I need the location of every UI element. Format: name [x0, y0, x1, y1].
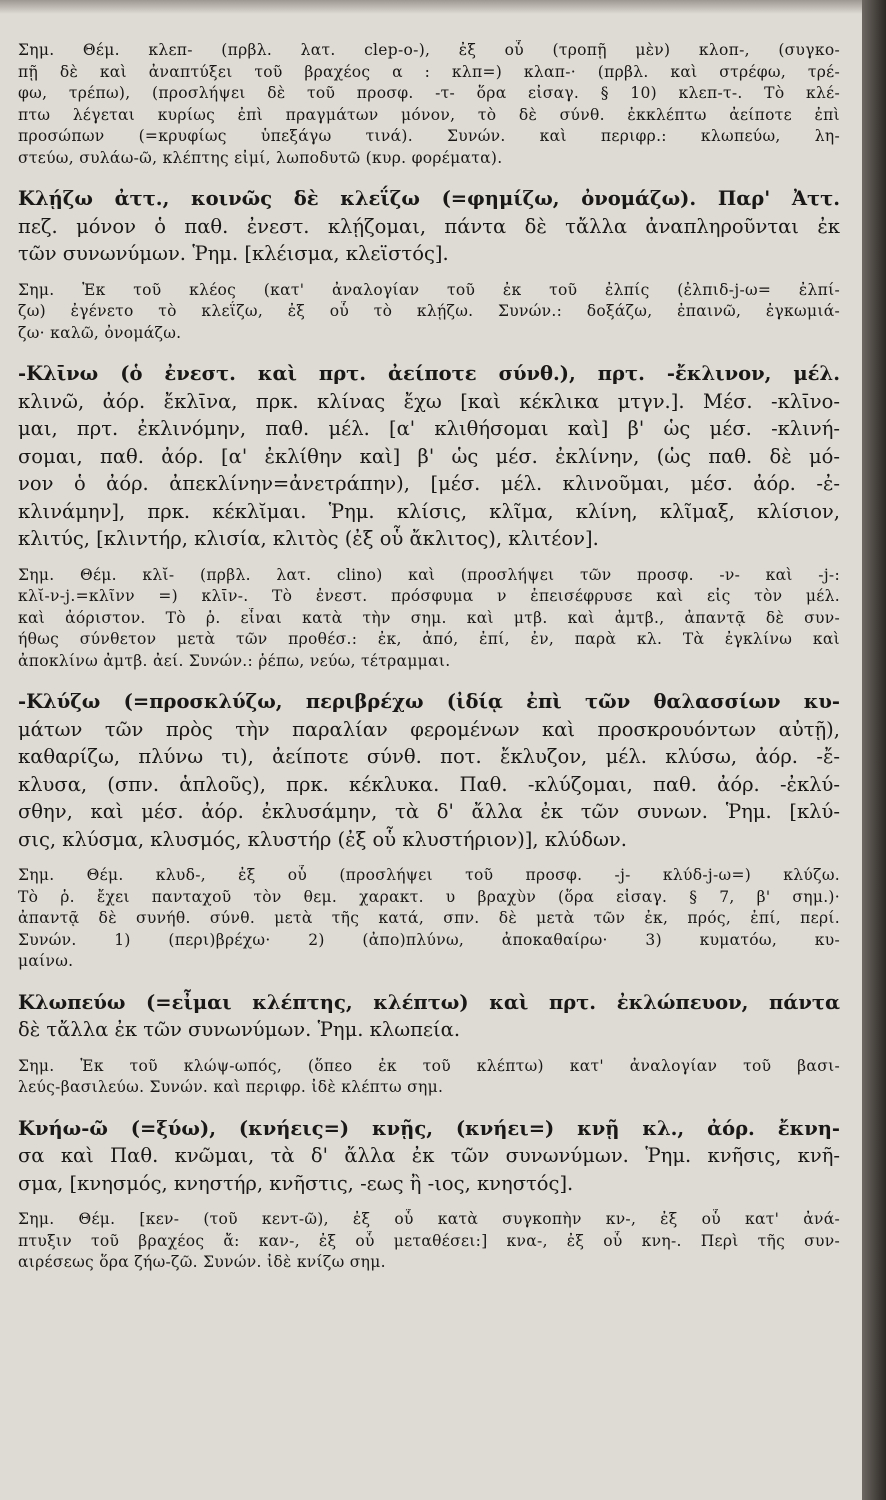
entry-paragraph [18, 989, 840, 1044]
page-text [18, 40, 840, 1274]
text-line: προσώπων (=κρυφίως ὑπεξάγω τινά). Συνών. καὶ περιφρ.: κλωπεύω, λη- [18, 127, 840, 145]
text-line: τῶν συνωνύμων. Ῥημ. [κλέισμα, κλεϊστός]. [18, 242, 449, 265]
text-line: Σημ. Θέμ. κλῐ- (πρβλ. λατ. clino) καὶ (προσλήψει τῶν προσφ. -ν- καὶ -j-: [18, 565, 840, 584]
page-binding-edge [862, 0, 886, 1500]
entry-paragraph [18, 185, 840, 268]
text-line: πτω λέγεται κυρίως ἐπὶ πραγμάτων μόνον, τὸ δὲ σύνθ. ἐκκλέπτω ἀείποτε ἐπὶ [18, 105, 840, 124]
page-top-edge [0, 0, 862, 14]
text-line: στεύω, συλάω-ῶ, κλέπτης εἰμί, λωποδυτῶ (κυρ. φορέματα). [18, 148, 503, 167]
text-line: Σημ. Ἐκ τοῦ κλώψ-ωπός, (ὅπεο ἐκ τοῦ κλέπτω) κατ' ἀναλογίαν τοῦ βασι- [18, 1056, 840, 1075]
note-paragraph [18, 1056, 840, 1099]
text-line: ζω· καλῶ, ὀνομάζω. [18, 323, 182, 342]
entry-headline: Κλωπεύω (=εἶμαι κλέπτης, κλέπτω) καὶ πρτ. ἐκλώπευον, πάντα [18, 990, 840, 1014]
text-line: Τὸ ῥ. ἔχει πανταχοῦ τὸν θεμ. χαρακτ. υ βραχὺν (ὅρα εἰσαγ. § 7, β' σημ.)· [18, 887, 840, 906]
text-line: κλιτύς, [κλιντήρ, κλισία, κλιτὸς (ἐξ οὗ ἄκλιτος), κλιτέον]. [18, 527, 599, 550]
entry-paragraph [18, 688, 840, 853]
text-line: δὲ τἄλλα ἐκ τῶν συνωνύμων. Ῥημ. κλωπεία. [18, 1018, 461, 1041]
text-line: σμα, [κνησμός, κνηστήρ, κνῆστις, -εως ἢ -ιος, κνηστός]. [18, 1171, 574, 1195]
text-line: κλυσα, (σπν. ἁπλοῦς), πρκ. κέκλυκα. Παθ. -κλύζομαι, παθ. ἀόρ. -ἐκλύ- [18, 772, 840, 796]
text-line: μαίνω. [18, 952, 74, 970]
text-line: αιρέσεως ὅρα ζήω-ζῶ. Συνών. ἰδὲ κνίζω σημ. [18, 1253, 386, 1271]
entry-headline: -Κλῑνω (ὁ ἐνεστ. καὶ πρτ. ἀείποτε σύνθ.), πρτ. -ἔκλινον, μέλ. [18, 362, 840, 385]
text-line: σις, κλύσμα, κλυσμός, κλυστήρ (ἐξ οὗ κλυστήριον)], κλύδων. [18, 827, 627, 851]
text-line: λεύς-βασιλεύω. Συνών. καὶ περιφρ. ἰδὲ κλέπτω σημ. [18, 1078, 444, 1096]
text-line: ζω) ἐγένετο τὸ κλεΐζω, ἐξ οὗ τὸ κλῄζω. Συνών.: δοξάζω, ἐπαινῶ, ἐγκωμιά- [18, 302, 840, 320]
text-line: Συνών. 1) (περι)βρέχω· 2) (ἀπο)πλύνω, ἀποκαθαίρω· 3) κυματόω, κυ- [18, 930, 840, 949]
text-line: σθην, καὶ μέσ. ἀόρ. ἐκλυσάμην, τὰ δ' ἄλλα ἐκ τῶν συνων. Ῥημ. [κλύ- [18, 800, 840, 823]
text-line: σομαι, παθ. ἀόρ. [α' ἐκλίθην καὶ] β' ὡς μέσ. ἐκλίνην, (ὡς παθ. δὲ μό- [18, 444, 840, 468]
text-line: κλινάμην], πρκ. κέκλῐμαι. Ῥημ. κλίσις, κλῖμα, κλίνη, κλῖμαξ, κλίσιον, [18, 499, 840, 523]
note-paragraph [18, 565, 840, 673]
text-line: ἀποκλίνω ἀμτβ. ἀεί. Συνών.: ῥέπω, νεύω, τέτραμμαι. [18, 651, 451, 670]
text-line: ἀπαντᾷ δὲ συνήθ. σύνθ. μετὰ τῆς κατά, σπν. δὲ μετὰ τῶν ἐκ, πρός, ἐπί, περί. [18, 909, 840, 927]
text-line: σα καὶ Παθ. κνῶμαι, τὰ δ' ἄλλα ἐκ τῶν συνωνύμων. Ῥημ. κνῆσις, κνῆ- [18, 1144, 840, 1167]
text-line: Σημ. Θέμ. κλεπ- (πρβλ. λατ. clep-o-), ἐξ οὗ (τροπῇ μὲν) κλοπ-, (συγκο- [18, 41, 840, 59]
text-line: φω, τρέπω), (προσλήψει δὲ τοῦ προσφ. -τ- ὅρα εἰσαγ. § 10) κλεπ-τ-. Τὸ κλέ- [18, 84, 840, 102]
text-line: νον ὁ ἀόρ. ἀπεκλίνην=ἀνετράπην), [μέσ. μέλ. κλινοῦμαι, μέσ. ἀόρ. -ἐ- [18, 472, 840, 495]
text-line: κλῐ-ν-j.=κλῖνν =) κλῑν-. Τὸ ἐνεστ. πρόσφυμα ν ἐπεισέφρυσε καὶ εἰς τὸν μέλ. [18, 587, 840, 605]
text-line: μάτων τῶν πρὸς τὴν παραλίαν φερομένων καὶ προσκρουόντων αὐτῇ), [18, 717, 840, 741]
text-line: ήθως σύνθετον μετὰ τῶν προθέσ.: ἐκ, ἀπό, ἐπί, ἐν, παρὰ κλ. Τὰ ἐγκλίνω καὶ [18, 630, 840, 648]
text-line: κλινῶ, ἀόρ. ἔκλῑνα, πρκ. κλίνας ἔχω [καὶ κέκλικα μτγν.]. Μέσ. -κλῑνο- [18, 389, 840, 413]
text-line: Σημ. Ἐκ τοῦ κλέος (κατ' ἀναλογίαν τοῦ ἐκ τοῦ ἐλπίς (ἐλπιδ-j-ω= ἐλπί- [18, 280, 840, 299]
text-line: Σημ. Θέμ. [κεν- (τοῦ κεντ-ῶ), ἐξ οὗ κατὰ συγκοπὴν κν-, ἐξ οὗ κατ' ἀνά- [18, 1210, 840, 1228]
note-paragraph [18, 280, 840, 345]
text-line: πῇ δὲ καὶ ἀναπτύξει τοῦ βραχέος α : κλπ=) κλαπ-· (πρβλ. καὶ στρέφω, τρέ- [18, 62, 840, 81]
text-line: καὶ ἀόριστον. Τὸ ῥ. εἶναι κατὰ τὴν σημ. καὶ μτβ. καὶ ἀμτβ., ἀπαντᾷ δὲ συν- [18, 608, 840, 627]
text-line: πτυξιν τοῦ βραχέος ἄ: καν-, ἐξ οὗ μεταθέσει:] κνα-, ἐξ οὗ κνη-. Περὶ τῆς συν- [18, 1231, 840, 1250]
text-line: καθαρίζω, πλύνω τι), ἀείποτε σύνθ. ποτ. ἔκλυζον, μέλ. κλύσω, ἀόρ. -ἔ- [18, 745, 840, 768]
entry-paragraph [18, 1115, 840, 1198]
entry-headline: Κλῄζω ἀττ., κοινῶς δὲ κλεΐζω (=φημίζω, ὀνομάζω). Παρ' Ἀττ. [18, 187, 840, 210]
text-line: πεζ. μόνον ὁ παθ. ἐνεστ. κλῄζομαι, πάντα δὲ τἄλλα ἀναπληροῦνται ἐκ [18, 214, 840, 238]
entry-headline: Κνήω-ῶ (=ξύω), (κνήεις=) κνῇς, (κνήει=) κνῇ κλ., ἀόρ. ἔκνη- [18, 1116, 840, 1140]
note-paragraph [18, 1209, 840, 1274]
text-line: Σημ. Θέμ. κλυδ-, ἐξ οὗ (προσλήψει τοῦ προσφ. -j- κλύδ-j-ω=) κλύζω. [18, 866, 840, 884]
note-paragraph [18, 865, 840, 973]
note-paragraph [18, 40, 840, 169]
text-line: μαι, πρτ. ἐκλινόμην, παθ. μέλ. [α' κλιθήσομαι καὶ] β' ὡς μέσ. -κλινή- [18, 417, 840, 440]
entry-headline: -Κλύζω (=προσκλύζω, περιβρέχω (ἰδίᾳ ἐπὶ τῶν θαλασσίων κυ- [18, 690, 840, 713]
entry-paragraph [18, 360, 840, 553]
